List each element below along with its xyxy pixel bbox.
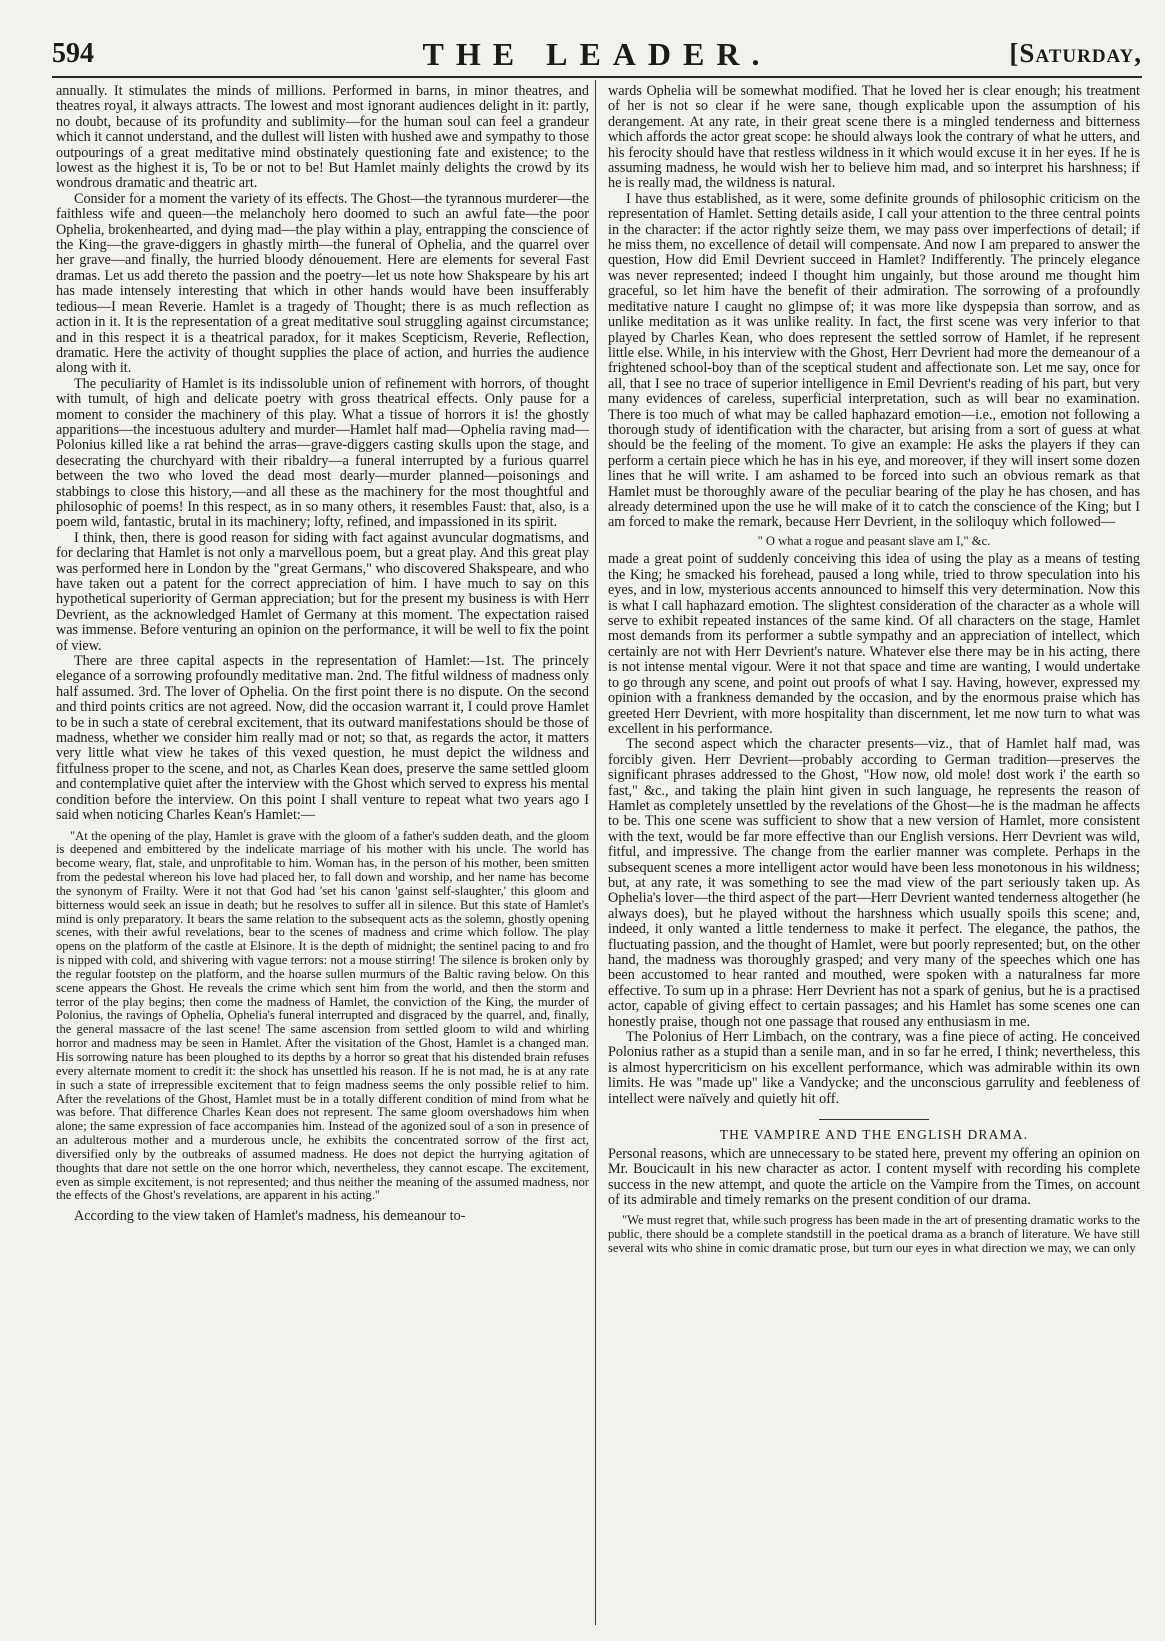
quote-text: "At the opening of the play, Hamlet is grave with the gloom of a father's sudden death, and the gloom is deepened and embittered by the indelicate marriage of his mother with his uncle. The world has become weary, flat, stale, and unprofitable to him. Woman has, in the person of his mother, been smitten from the pedestal whereon his love had placed her, to fall down and worship, and her name has become the synonym of Frailty. Were it not that God had 'set his canon 'gainst self-slaughter,' this gloom and bitterness would seek an issue in death; but he resolves to suffer all in silence. But this state of Hamlet's mind is only preparatory. It bears the same relation to the subsequent acts as the solemn, ghostly opening scenes, with their awful revelations, bear to the scenes of madness and crime which follow. The play opens on the platform of the castle at Elsinore. It is the depth of midnight; the sentinel pacing to and fro is nipped with cold, and shivering with vague terrors: not a mouse stirring! The silence is broken only by the regular footstep on the platform, and the hoarse sullen murmurs of the Baltic raving below. On this scene appears the Ghost. He reveals the crime which sent him from the world, and then the storm and terror of the play begins; then come the madness of Hamlet, the conviction of the King, the murder of Polonius, the ravings of Ophelia, Ophelia's funeral interrupted and disgraced by the quarrel, and, finally, the general massacre of the last scene! The same ascension from settled gloom to wild and whirling horror and madness may be seen in Hamlet. After the visitation of the Ghost, Hamlet is a changed man. His sorrowing nature has been ploughed to its depths by a horror so great that his distended brain refuses every alternate moment to credit it: the shock has unsettled his reason. If he is not mad, he is at any rate in such a state of irrepressible excitement that to feign madness seems the only possible relief to him. After the revelations of the Ghost, Hamlet must be in a totally different condition of mind from what he was before. That difference Charles Kean does not represent. The same gloom overshadows him when alone; the same expression of face accompanies him. Instead of the agonized soul of a son in presence of an adulterous mother and a murderous uncle, he exhibits the concentrated sorrow of the first act, diversified only by the outbreaks of assumed madness. He does not depict the hurrying agitation of thoughts that dare not settle on the one horror which, nevertheless, they cannot escape. The excitement, even as simple excitement, is not represented; and thus neither the meaning of the assumed madness, nor the effects of the Ghost's revelations, are apparent in his acting." bbox=[56, 828, 589, 1203]
paragraph: annually. It stimulates the minds of millions. Performed in barns, in minor theatres, and theatres royal, it always attracts. The lowest and most ignorant audiences delight in it: partly, no doubt, because of its profundity and sublimity—for the human soul can feel a grandeur which it cannot understand, and the dullest will listen with hushed awe and sympathy to those outpourings of a great meditative mind obstinately questioning fate and existence; to the lowest as the highest it is, To be or not to be! But Hamlet mainly delights the crowd by its wondrous dramatic and theatric art. bbox=[56, 84, 589, 192]
newspaper-title: THE LEADER. bbox=[422, 36, 772, 72]
page-header bbox=[52, 32, 1142, 72]
paragraph: The peculiarity of Hamlet is its indissoluble union of refinement with horrors, of thought with tumult, of high and delicate poetry with gross theatrical effects. Only pause for a moment to consider the machinery of this play. What a tissue of horrors it is! the ghostly apparitions—the incestuous adultery and murder—Hamlet half mad—Ophelia raving mad—Polonius killed like a rat behind the arras—grave-diggers casting skulls upon the stage, and desecrating the churchyard with their ribaldry—a funeral interrupted by a furious quarrel between the two who loved the dead most dearly—murder planned—poisonings and stabbings to close this history,—and all these as the machinery for the most thoughtful and philosophic of poems! In this respect, as in so many others, it resembles Faust: that, also, is a poem wild, fantastic, brutal in its machinery; lofty, refined, and impassioned in its spirit. bbox=[56, 375, 589, 531]
paragraph: I have thus established, as it were, some definite grounds of philosophic criticism on the representation of Hamlet. Setting details aside, I call your attention to the three central points in the character: if the actor rightly seize them, we may pass over imperfections of detail; if he miss them, no excellence of detail will compensate. And now I am prepared to answer the question, How did Emil Devrient succeed in Hamlet? Indifferently. The princely elegance was never represented; indeed I thought him ungainly, but those around me thought him graceful, so let him have the benefit of their admiration. The sorrowing of a profoundly meditative nature I caught no glimpse of; it was more like dyspepsia than sorrow, and as unlike meditation as it was unlike reality. In fact, the first scene was very inferior to that played by Charles Kean, who does represent the settled sorrow of Hamlet, if he represent little else. While, in his interview with the Ghost, Herr Devrient had more the demeanour of a frightened school-boy than of the sceptical student and affectionate son. Let me say, once for all, that I see no trace of superior intelligence in Emil Devrient's reading of his part, but very many evidences of careless, superficial interpretation, such as will bear no examination. There is too much of what may be called haphazard emotion—i.e., emotion not following a thorough study of identification with the character, but arising from a sort of guess at what should be the feeling of the moment. To give an example: He asks the players if they can perform a certain piece which he has in his eye, and moreover, if they will insert some dozen lines that he will write. I am ashamed to be forced into such an obvious remark as that Hamlet must be thoroughly aware of the peculiar bearing of the play he has chosen, and has already determined upon the use he will make of it to catch the conscience of the King; but I am forced to make the remark, because Herr Devrient, in the soliloquy which followed— bbox=[608, 190, 1140, 531]
quote-text: "We must regret that, while such progress has been made in the art of presenting dramatic works to the public, there should be a complete standstill in the poetical drama as a branch of literature. We have still several wits who shine in comic dramatic prose, but turn our eyes in what direction we may, we can only bbox=[608, 1213, 1140, 1256]
section-divider bbox=[819, 1119, 929, 1120]
block-quote bbox=[608, 1214, 1140, 1256]
page-number: 594 bbox=[52, 38, 94, 69]
header-date: [Saturday, bbox=[1009, 38, 1142, 68]
paragraph: I think, then, there is good reason for siding with fact against avuncular dogmatisms, and for declaring that Hamlet is not only a marvellous poem, but a great play. And this great play was performed here in London by the "great Germans," who discovered Shakspeare, and who have taken out a patent for the correct appreciation of him. I have much to say on this hypothetical superiority of German appreciation; but for the present my business is with Herr Devrient, as the acknowledged Hamlet of Germany at this moment. The expectation raised was immense. Before venturing an opinion on the performance, it will be well to fix the point of view. bbox=[56, 529, 589, 654]
block-quote bbox=[56, 830, 589, 1204]
left-column bbox=[56, 84, 589, 1634]
paragraph: made a great point of suddenly conceiving this idea of using the play as a means of testing the King; he smacked his forehead, paused a long while, tried to throw speculation into his eyes, and in low, mysterious accents announced to himself this very determination. Now this is what I call haphazard emotion. The slightest consideration of the character as a whole will serve to exhibit repeated instances of the same kind. Of all characters on the stage, Hamlet most demands from its performer a subtle sympathy and an appreciation of intellect, which certainly are not with Herr Devrient's nature. Whatever else there may be in his acting, there is not intense mental vigour. Were it not that space and time are wanting, I would undertake to go through any scene, and point out proofs of what I say. Having, however, expressed my opinion with a frankness demanded by the occasion, and by the enormous praise which has greeted Herr Devrient, with more hospitality than discernment, let me now turn to what was excellent in his performance. bbox=[608, 551, 1140, 737]
paragraph: According to the view taken of Hamlet's madness, his demeanour to- bbox=[74, 1208, 466, 1225]
paragraph: Personal reasons, which are unnecessary to be stated here, prevent my offering an opinion on Mr. Boucicault in his new character as actor. I content myself with recording his complete success in the new attempt, and quote the article on the Vampire from the Times, on account of its admirable and timely remarks on the present condition of our drama. bbox=[608, 1145, 1140, 1208]
right-column bbox=[608, 84, 1140, 1634]
paragraph: The second aspect which the character presents—viz., that of Hamlet half mad, was forcibly given. Herr Devrient—probably according to German tradition—preserves the significant phrases addressed to the Ghost, "How now, old mole! dost work i' the earth so fast," &c., and taking the plain hint given in such language, he represents the reason of Hamlet as completely unsettled by the revelations of the Ghost—he is the madman he affects to be. This one scene was sufficient to show that a new version of Hamlet, more consistent with the text, would be far more effective than our English versions. Herr Devrient was wild, fitful, and impressive. The change from the earlier manner was complete. Perhaps in the subsequent scenes a more intelligent actor would have been less monotonous in his wildness; but, at any rate, it was something to see the mad view of the part seriously taken up. As Ophelia's lover—the third aspect of the part—Herr Devrient wanted tenderness altogether (he always does), but he played without the harshness which usually spoils this scene; and, indeed, it only wanted a little tenderness to make it perfect. The elegance, the pathos, the fluctuating passion, and the thought of Hamlet, were but poorly represented; but, on the other hand, the madness was thoroughly grasped; and very many of the speeches which one has been accustomed to hear ranted and mouthed, were spoken with a naturalness far more effective. To sum up in a phrase: Herr Devrient has not a spark of genius, but he is a practised actor, capable of giving effect to certain passages; and his Hamlet has some scenes one can honestly praise, though not one passage that roused any enthusiasm in me. bbox=[608, 736, 1140, 1030]
header-rule bbox=[52, 76, 1142, 78]
section-title: THE VAMPIRE AND THE ENGLISH DRAMA. bbox=[719, 1127, 1029, 1143]
paragraph: Consider for a moment the variety of its effects. The Ghost—the tyrannous murderer—the faithless wife and queen—the melancholy hero doomed to such an awful fate—the poor Ophelia, brokenhearted, and dying mad—the play within a play, entrapping the conscience of the King—the grave-diggers in ghastly mirth—the funeral of Ophelia, and the quarrel over her grave—and finally, the hurried bloody dénouement. Here are elements for several Fast dramas. Let us add thereto the passion and the poetry—let us note how Shakspeare by his art has made intensely interesting that which in other hands would have been insufferably tedious—I mean Reverie. Hamlet is a tragedy of Thought; there is as much reflection as action in it. It is the representation of a great meditative soul struggling against circumstance; and in this respect it is a theatrical paradox, for it makes Scepticism, Reverie, Reflection, dramatic. Here the activity of thought supplies the place of action, and hurries the audience along with it. bbox=[56, 190, 589, 377]
paragraph: There are three capital aspects in the representation of Hamlet:—1st. The princely elegance of a sorrowing profoundly meditative man. 2nd. The fitful wildness of madness only half assumed. 3rd. The lover of Ophelia. On the first point there is no dispute. On the second and third points critics are not agreed. Now, did the occasion warrant it, I could prove Hamlet to be in such a state of cerebral excitement, that its outward manifestations should be those of madness, whether we consider him really mad or not; so that, as regards the actor, it matters very little what view he takes of this vexed question, he must depict the wildness and fitfulness proper to the scene, and not, as Charles Kean does, preserve the same settled gloom and contemplative quiet after the interview with the Ghost which served to express his mental condition before the interview. On this point I shall venture to repeat what two years ago I said when noticing Charles Kean's Hamlet:— bbox=[56, 653, 589, 824]
paragraph: The Polonius of Herr Limbach, on the contrary, was a fine piece of acting. He conceived Polonius rather as a stupid than a senile man, and in so far he erred, I think; nevertheless, this is almost hypercriticism on his excellent performance, which was admirable within its own limits. He was "made up" like a Vandycke; and the unconscious garrulity and feebleness of intellect were naïvely and quietly hit off. bbox=[608, 1029, 1140, 1107]
paragraph: wards Ophelia will be somewhat modified. That he loved her is clear enough; his treatment of her is not so clear if he were sane, though explicable upon the assumption of his derangement. At any rate, in their great scene there is a mingled tenderness and bitterness which affords the actor great scope: he should always look the contrary of what he utters, and his ferocity should have that restless wildness in it which would excuse it in her eyes. If he is assuming madness, he would wish her to believe him mad, and so interpret his harshness; if he is really mad, the wildness is natural. bbox=[608, 84, 1140, 192]
verse-quote: " O what a rogue and peasant slave am I," &c. bbox=[757, 533, 991, 548]
column-divider bbox=[595, 80, 596, 1625]
